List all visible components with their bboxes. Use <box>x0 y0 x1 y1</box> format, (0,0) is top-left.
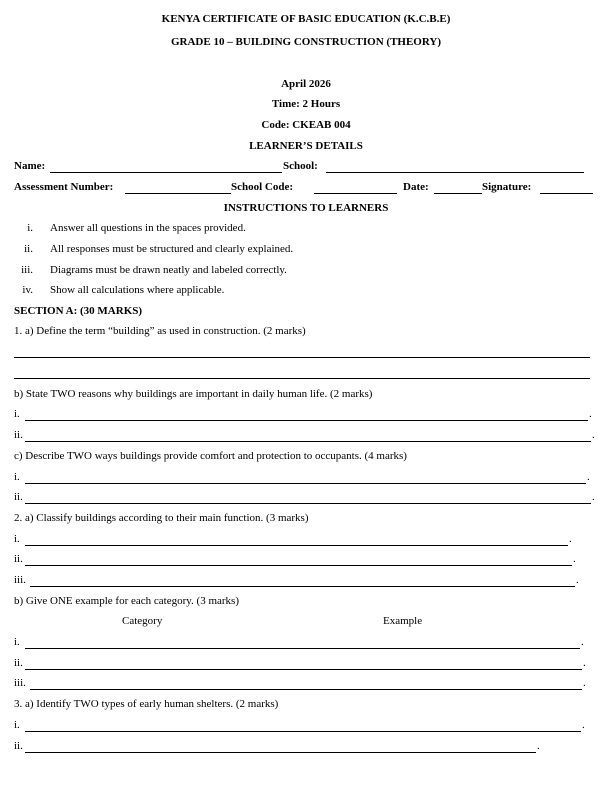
answer-marker: iii. <box>14 677 26 689</box>
school-code-field[interactable] <box>314 193 397 194</box>
instructions-title: INSTRUCTIONS TO LEARNERS <box>223 202 389 214</box>
line-end-dot: . <box>582 719 585 731</box>
answer-line[interactable] <box>25 731 581 732</box>
instruction-num: iii. <box>21 264 33 276</box>
answer-line[interactable] <box>25 752 536 753</box>
question-2b: b) Give ONE example for each category. (3 marks) <box>14 595 239 607</box>
exam-title: KENYA CERTIFICATE OF BASIC EDUCATION (K.C.B.E) <box>161 13 451 25</box>
instruction-item: Diagrams must be drawn neatly and labeled correctly. <box>50 264 287 276</box>
answer-line[interactable] <box>30 586 575 587</box>
answer-line[interactable] <box>25 483 586 484</box>
line-end-dot: . <box>569 533 572 545</box>
line-end-dot: . <box>592 491 595 503</box>
answer-marker: i. <box>14 533 20 545</box>
line-end-dot: . <box>581 636 584 648</box>
answer-line[interactable] <box>25 420 588 421</box>
answer-line[interactable] <box>25 565 572 566</box>
exam-time: Time: 2 Hours <box>271 98 341 110</box>
line-end-dot: . <box>573 553 576 565</box>
line-end-dot: . <box>583 657 586 669</box>
answer-marker: ii. <box>14 553 23 565</box>
line-end-dot: . <box>589 408 592 420</box>
line-end-dot: . <box>583 677 586 689</box>
name-label: Name: <box>14 160 46 172</box>
signature-field[interactable] <box>540 193 593 194</box>
answer-marker: ii. <box>14 740 23 752</box>
assessment-number-label: Assessment Number: <box>14 181 114 193</box>
answer-marker: i. <box>14 636 20 648</box>
school-code-label: School Code: <box>231 181 294 193</box>
signature-label: Signature: <box>482 181 532 193</box>
question-3a: 3. a) Identify TWO types of early human shelters. (2 marks) <box>14 698 279 710</box>
answer-line[interactable] <box>30 689 582 690</box>
column-header-category: Category <box>122 615 163 627</box>
exam-code: Code: CKEAB 004 <box>261 119 351 131</box>
line-end-dot: . <box>537 740 540 752</box>
answer-line[interactable] <box>25 669 582 670</box>
line-end-dot: . <box>592 429 595 441</box>
answer-line[interactable] <box>14 378 590 379</box>
name-field[interactable] <box>50 172 282 173</box>
instruction-item: All responses must be structured and clearly explained. <box>50 243 294 255</box>
exam-subtitle: GRADE 10 – BUILDING CONSTRUCTION (THEORY) <box>170 36 442 48</box>
question-1a: 1. a) Define the term “building” as used in construction. (2 marks) <box>14 325 306 337</box>
date-field[interactable] <box>434 193 482 194</box>
answer-marker: iii. <box>14 574 26 586</box>
exam-date: April 2026 <box>281 78 331 90</box>
instruction-num: i. <box>27 222 33 234</box>
section-a-title: SECTION A: (30 MARKS) <box>14 305 143 317</box>
answer-marker: i. <box>14 719 20 731</box>
answer-line[interactable] <box>25 503 591 504</box>
answer-line[interactable] <box>25 648 580 649</box>
question-1c: c) Describe TWO ways buildings provide comfort and protection to occupants. (4 marks) <box>14 450 407 462</box>
answer-line[interactable] <box>25 441 591 442</box>
column-header-example: Example <box>383 615 423 627</box>
answer-marker: ii. <box>14 429 23 441</box>
question-2a: 2. a) Classify buildings according to their main function. (3 marks) <box>14 512 309 524</box>
answer-marker: ii. <box>14 491 23 503</box>
answer-marker: i. <box>14 408 20 420</box>
line-end-dot: . <box>587 471 590 483</box>
school-label: School: <box>283 160 318 172</box>
question-1b: b) State TWO reasons why buildings are important in daily human life. (2 marks) <box>14 388 373 400</box>
date-label: Date: <box>403 181 429 193</box>
instruction-item: Show all calculations where applicable. <box>50 284 225 296</box>
learner-details-title: LEARNER’S DETAILS <box>249 140 363 152</box>
instruction-num: ii. <box>24 243 33 255</box>
answer-line[interactable] <box>14 357 590 358</box>
answer-marker: i. <box>14 471 20 483</box>
line-end-dot: . <box>576 574 579 586</box>
school-field[interactable] <box>326 172 584 173</box>
assessment-number-field[interactable] <box>125 193 231 194</box>
answer-line[interactable] <box>25 545 568 546</box>
answer-marker: ii. <box>14 657 23 669</box>
instruction-num: iv. <box>22 284 33 296</box>
instruction-item: Answer all questions in the spaces provided. <box>50 222 246 234</box>
